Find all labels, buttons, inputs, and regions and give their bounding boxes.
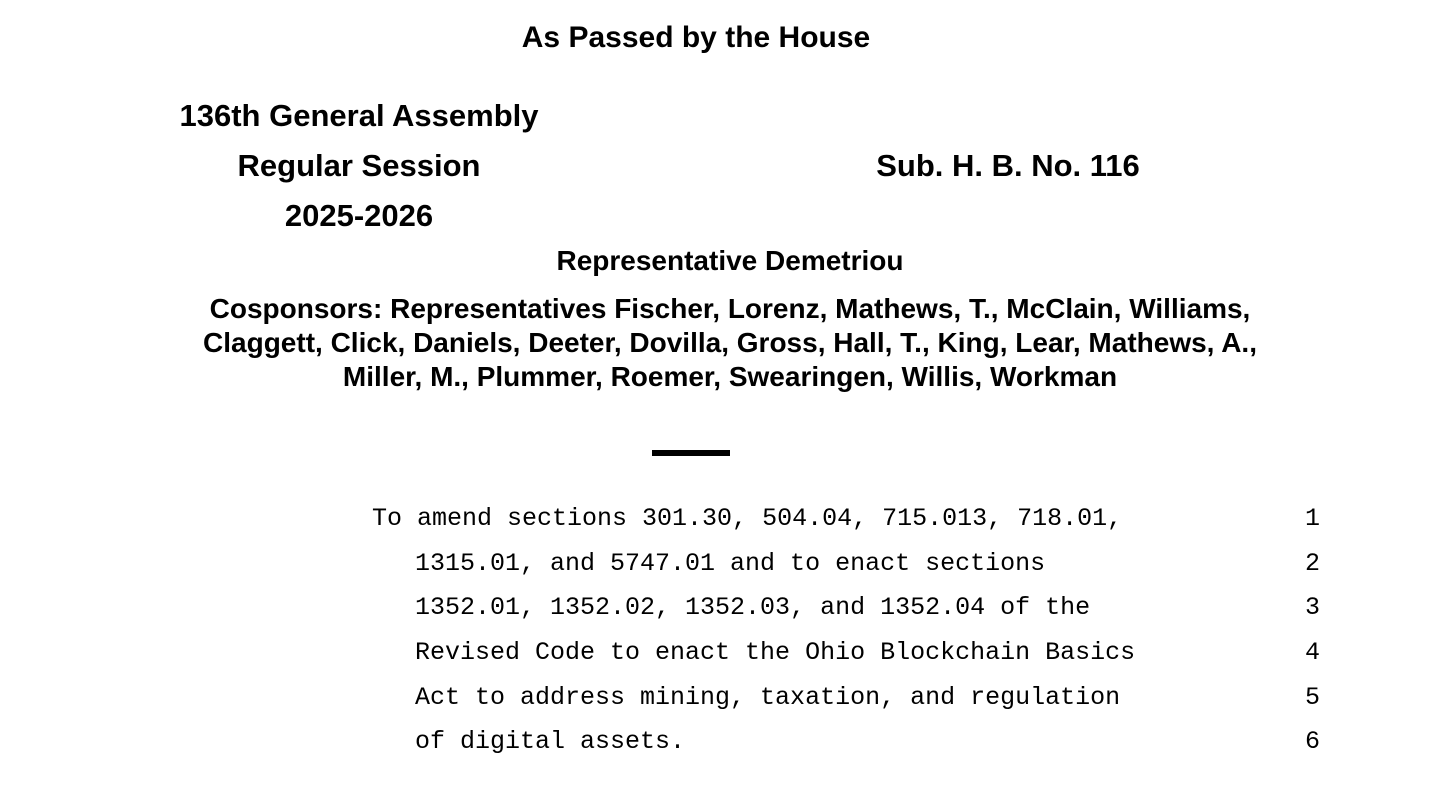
primary-sponsor: Representative Demetriou [556,245,904,276]
cosponsors-line-3: Miller, M., Plummer, Roemer, Swearingen, Willis, Workman [342,361,1118,392]
session-years-label: 2025-2026 [284,198,434,233]
cosponsors-line-1: Cosponsors: Representatives Fischer, Lorenz, Mathews, T., McClain, Williams, [209,293,1251,324]
section-divider [652,450,730,456]
bill-title-line [0,675,1456,720]
line-number: 4 [1304,638,1320,667]
general-assembly-label: 136th General Assembly [179,98,539,133]
line-number: 5 [1304,683,1320,712]
bill-title-line [0,541,1456,586]
cosponsors-line-2: Claggett, Click, Daniels, Deeter, Dovilla, Gross, Hall, T., King, Lear, Mathews, A., [203,327,1257,358]
line-number: 6 [1304,727,1320,756]
bill-title-line [0,585,1456,630]
bill-title-line-text: of digital assets. [415,727,686,756]
bill-title-line-text: To amend sections 301.30, 504.04, 715.013, 718.01, [372,504,1123,533]
bill-title-line-text: Revised Code to enact the Ohio Blockchain Basics [415,638,1136,667]
bill-title-line [0,630,1456,675]
bill-title-line-text: Act to address mining, taxation, and regulation [415,683,1121,712]
bill-title-line [0,496,1456,541]
line-number: 2 [1304,549,1320,578]
bill-title-line-text: 1315.01, and 5747.01 and to enact sections [415,549,1046,578]
line-number: 1 [1304,504,1320,533]
line-number: 3 [1304,593,1320,622]
bill-title-line-text: 1352.01, 1352.02, 1352.03, and 1352.04 of the [415,593,1091,622]
bill-status-heading: As Passed by the House [521,21,871,54]
cosponsors-list [170,292,1290,394]
session-label: Regular Session [237,148,481,183]
bill-number: Sub. H. B. No. 116 [876,148,1140,183]
bill-title-line [0,719,1456,764]
